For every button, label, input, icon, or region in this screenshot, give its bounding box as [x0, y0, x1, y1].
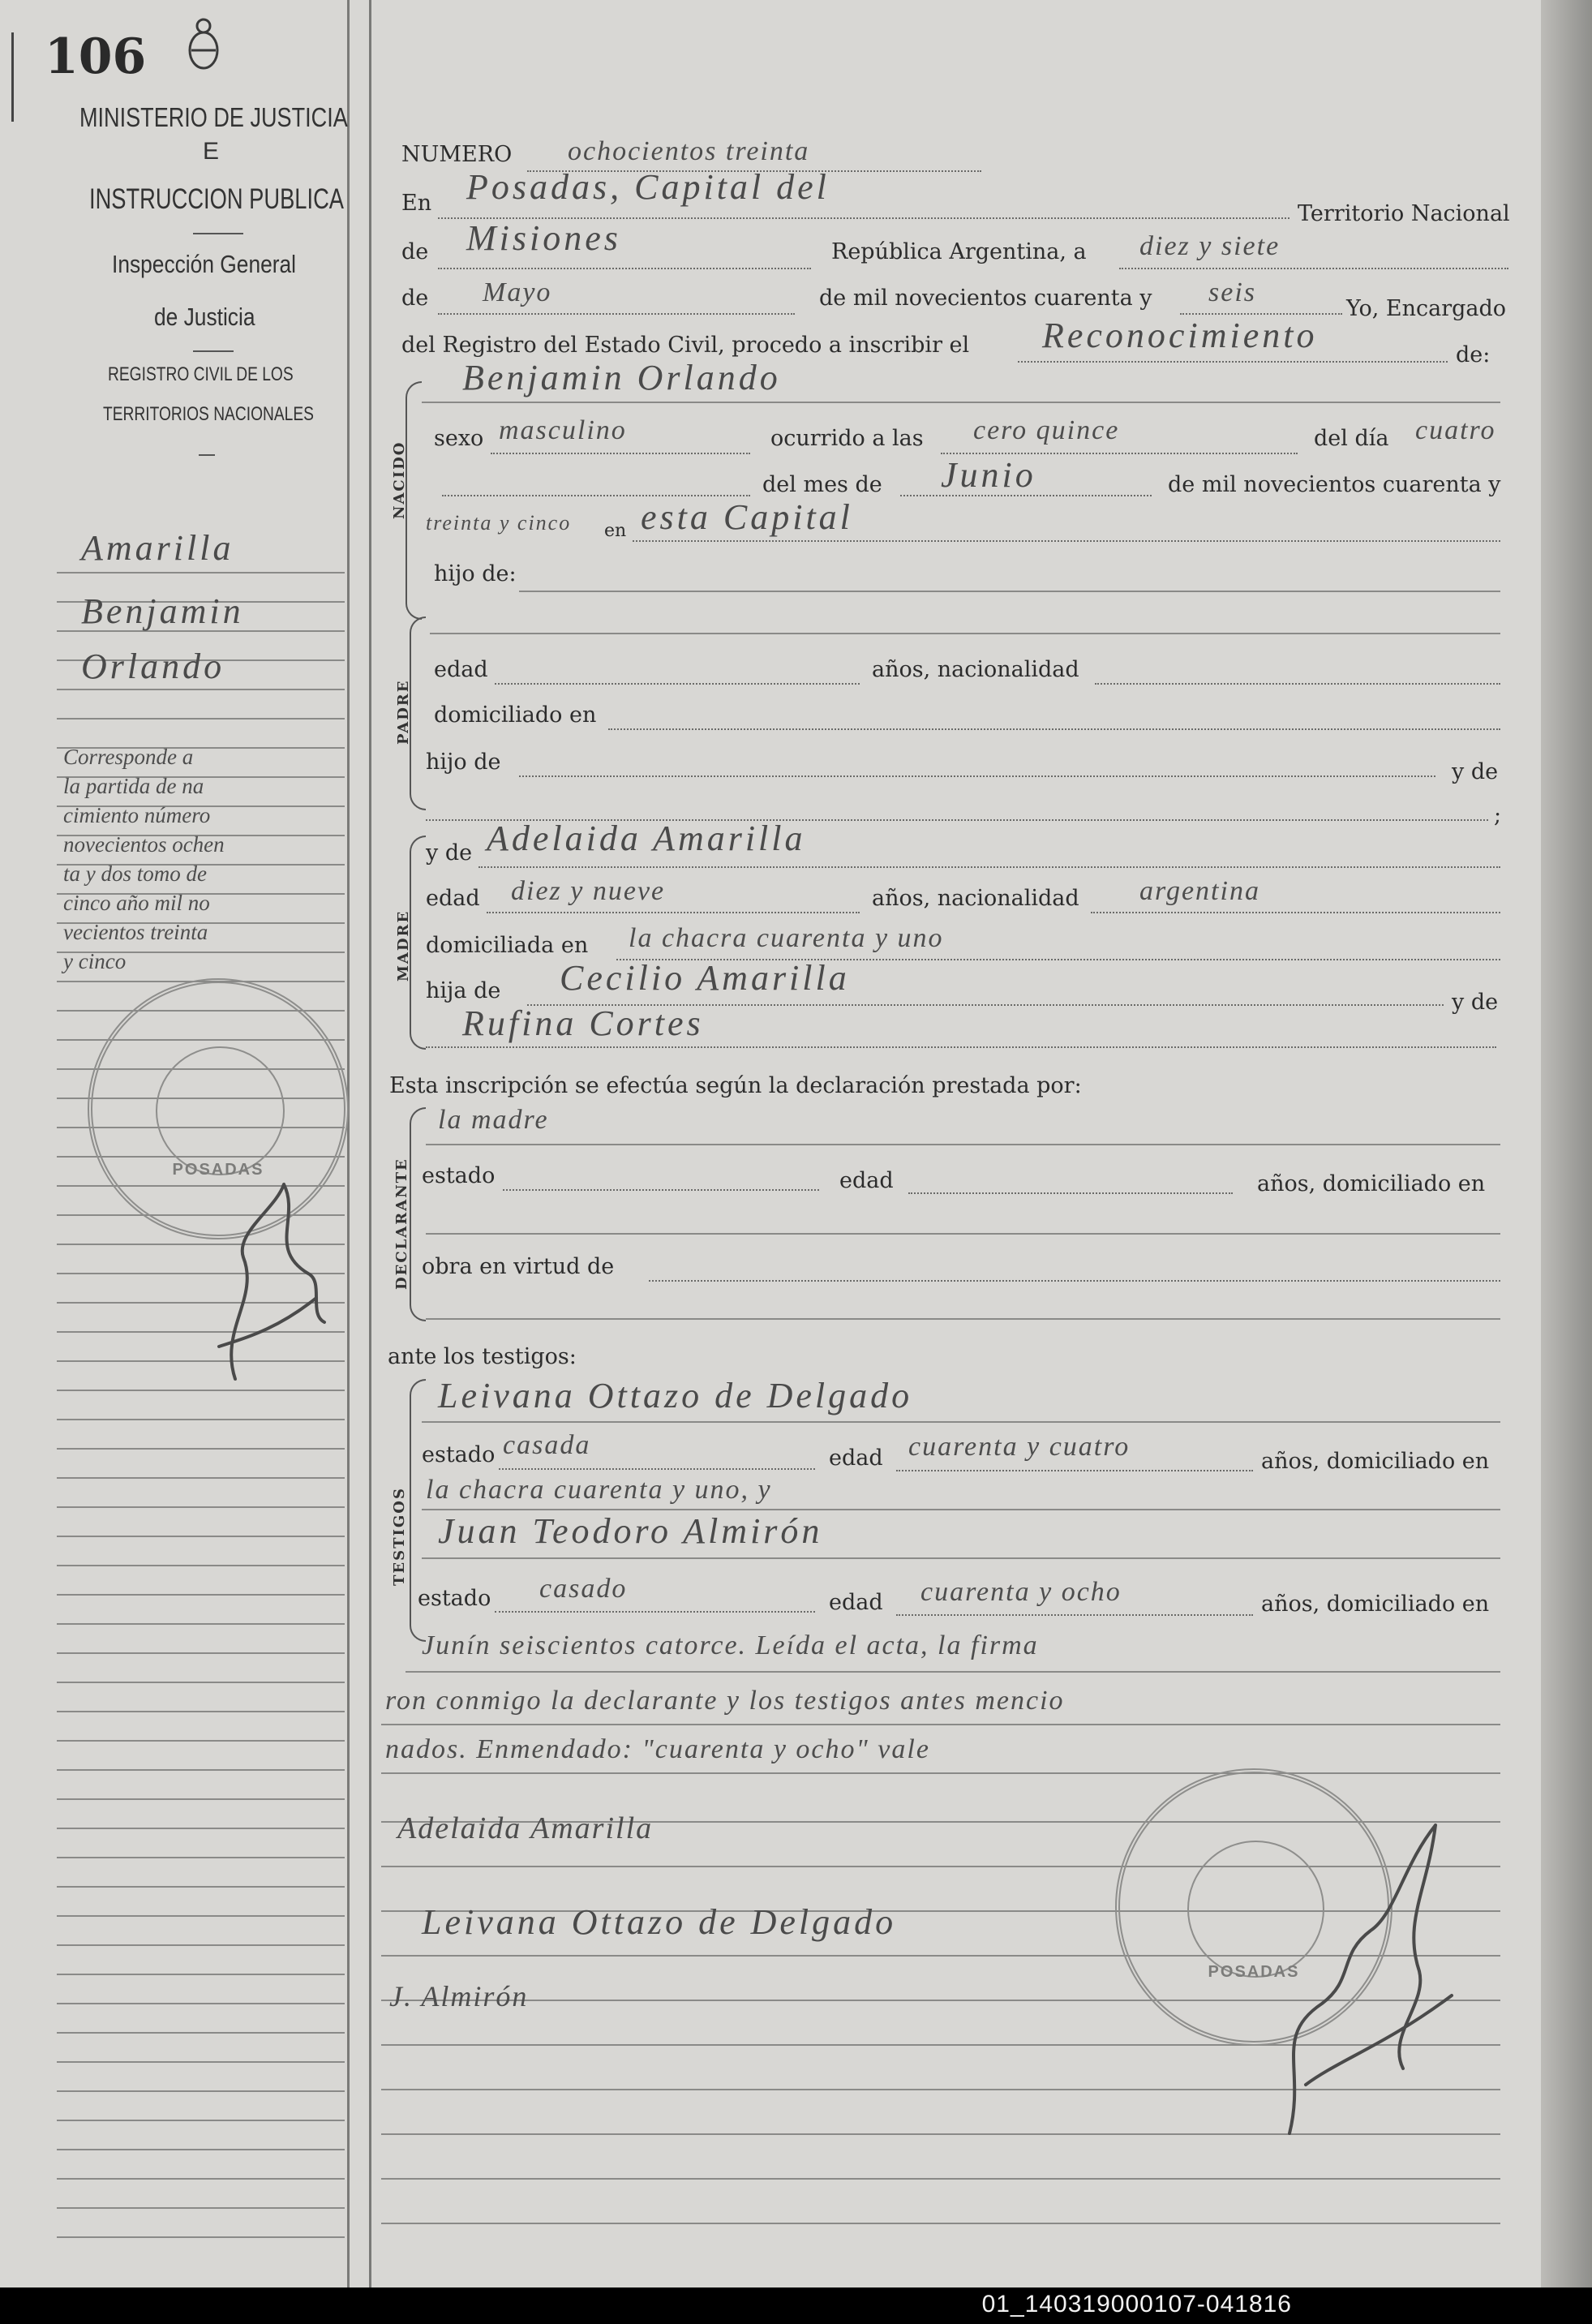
declarante-intro: Esta inscripción se efectúa según la declaración prestada por:: [389, 1073, 1082, 1098]
margin-note-line: cinco año mil no: [63, 891, 210, 915]
mes-value-nacido: Junio: [941, 455, 1036, 495]
en-value: Posadas, Capital del: [466, 167, 830, 207]
margin-ruled-line: [57, 1536, 345, 1537]
padre-domicilio-label: domiciliado en: [434, 702, 597, 728]
padre-semicolon: ;: [1494, 803, 1502, 828]
anio-value: seis: [1208, 277, 1256, 307]
acto-value: Reconocimiento: [1042, 316, 1318, 355]
margin-ruled-line: [57, 1944, 345, 1946]
margin-ruled-line: [57, 718, 345, 720]
registry-line2: TERRITORIOS NACIONALES: [103, 403, 314, 425]
acto-line: [1018, 361, 1448, 363]
hijo-line: [519, 591, 1500, 592]
madre-padre-value: Cecilio Amarilla: [560, 958, 850, 998]
testigo1-value: Leivana Ottazo de Delgado: [438, 1376, 913, 1415]
numero-label: NUMERO: [401, 142, 513, 167]
margin-ruled-line: [57, 2178, 345, 2180]
margin-ruled-line: [57, 2032, 345, 2034]
nacido-section-label: NACIDO: [391, 440, 408, 519]
declarante-line2: [426, 1233, 1500, 1235]
declarante-brace: [410, 1107, 426, 1321]
del-dia-label: del día: [1314, 426, 1389, 451]
padre-nacionalidad-line: [1095, 683, 1500, 685]
signature-testigo2: J. Almirón: [389, 1980, 529, 2013]
registry-line1: REGISTRO CIVIL DE LOS: [108, 363, 294, 385]
testigo1-estado-label: estado: [422, 1442, 496, 1467]
madre-nacionalidad-value: argentina: [1139, 876, 1260, 906]
testigo1-line: [422, 1421, 1500, 1423]
signature-ruled-line: [381, 2178, 1500, 2180]
sexo-value: masculino: [499, 415, 627, 445]
image-id-bar: [0, 2287, 1592, 2324]
margin-ruled-line: [57, 1974, 345, 1975]
margin-signature-flourish: [187, 1136, 349, 1395]
margin-ruled-line: [57, 1857, 345, 1858]
signature-ruled-line: [381, 2223, 1500, 2224]
binding-mark: [11, 32, 14, 122]
testigos-intro: ante los testigos:: [388, 1344, 577, 1369]
ocurrido-label: ocurrido a las: [770, 426, 924, 451]
testigo1-anios-label: años, domiciliado en: [1261, 1449, 1490, 1474]
declarante-line1: [426, 1144, 1500, 1145]
margin-note-line: Corresponde a: [63, 745, 194, 769]
hijo-line2: [430, 633, 1500, 634]
header-divider-3: [199, 454, 215, 456]
nacido-brace: [406, 381, 422, 620]
folio-number: 106: [45, 28, 147, 85]
republica-label: República Argentina, a: [831, 239, 1087, 264]
margin-ruled-line: [57, 1886, 345, 1888]
de-value: Misiones: [466, 218, 621, 258]
testigo2-value: Juan Teodoro Almirón: [438, 1511, 823, 1551]
padre-edad-label: edad: [434, 657, 488, 682]
margin-name-line2: Benjamin: [81, 591, 244, 631]
madre-brace: [410, 836, 426, 1050]
registro-label: del Registro del Estado Civil, procedo a inscribir el: [401, 333, 970, 358]
padre-hijo-line: [519, 775, 1435, 777]
testigo1-estado-line: [499, 1468, 815, 1470]
madre-edad-label: edad: [426, 886, 480, 911]
seal-left-label: POSADAS: [172, 1160, 264, 1179]
madre-madre-line: [426, 1046, 1496, 1048]
margin-ruled-line: [57, 572, 345, 573]
testigo1-edad-value: cuarenta y cuatro: [908, 1432, 1131, 1462]
margin-note-line: novecientos ochen: [63, 832, 225, 857]
hijo-label: hijo de:: [434, 561, 517, 586]
margin-note-line: vecientos treinta: [63, 920, 208, 944]
dia-value-nacido: cuatro: [1415, 415, 1496, 445]
testigo1-estado-value: casada: [503, 1430, 591, 1460]
coat-of-arms-icon: [185, 15, 222, 73]
closing-text-1: Junín seiscientos catorce. Leída el acta, la firma: [422, 1630, 1039, 1660]
padre-y-de-label: y de: [1452, 759, 1499, 784]
testigo2-anios-label: años, domiciliado en: [1261, 1592, 1490, 1617]
madre-madre-value: Rufina Cortes: [462, 1003, 704, 1043]
testigos-section-label: TESTIGOS: [391, 1487, 408, 1586]
madre-nombre-line: [478, 866, 1500, 868]
margin-ruled-line: [57, 2120, 345, 2121]
margin-ruled-line: [57, 2149, 345, 2150]
margin-ruled-line: [57, 1798, 345, 1800]
declarante-estado-line: [503, 1189, 819, 1191]
sexo-line: [491, 453, 750, 454]
hora-value: cero quince: [973, 415, 1120, 445]
madre-domicilio-label: domiciliada en: [426, 933, 589, 958]
seal-right-label: POSADAS: [1208, 1963, 1300, 1982]
margin-note-line: la partida de na: [63, 774, 204, 798]
madre-y-de-label: y de: [426, 840, 473, 866]
margin-ruled-line: [57, 1652, 345, 1654]
de-line: [438, 268, 811, 269]
testigo2-line: [422, 1557, 1500, 1559]
en-label: En: [401, 191, 432, 216]
declarante-edad-label: edad: [839, 1168, 894, 1193]
territorio-label: Territorio Nacional: [1298, 201, 1510, 226]
declarante-anios-label: años, domiciliado en: [1257, 1171, 1486, 1196]
declarante-line3: [426, 1318, 1500, 1320]
yo-label: Yo, Encargado: [1346, 296, 1507, 321]
del-mes-label: del mes de: [762, 472, 882, 497]
signature-testigo1: Leivana Ottazo de Delgado: [422, 1902, 897, 1942]
margin-note-line: cimiento número: [63, 803, 211, 827]
inscripto-line: [422, 402, 1500, 403]
madre-nacionalidad-line: [1091, 912, 1500, 913]
padre-brace: [410, 616, 426, 810]
image-id-label: 01_140319000107-041816: [981, 2291, 1292, 2318]
margin-ruled-line: [57, 1623, 345, 1625]
margin-ruled-line: [57, 1828, 345, 1829]
closing-line-3: [381, 1772, 1500, 1774]
header-divider-2: [193, 350, 234, 352]
dia-value: diez y siete: [1139, 231, 1281, 261]
lugar-line: [633, 540, 1500, 542]
margin-ruled-line: [57, 1682, 345, 1683]
dia-line: [1119, 268, 1508, 269]
padre-section-label: PADRE: [395, 679, 412, 745]
registrar-signature: [1241, 1793, 1484, 2150]
margin-ruled-line: [57, 689, 345, 690]
lugar-value: esta Capital: [641, 497, 853, 537]
main-column-border: [369, 0, 371, 2287]
de2-label: de: [401, 286, 429, 311]
madre-edad-line: [487, 912, 860, 913]
madre-hija-label: hija de: [426, 978, 501, 1003]
declarante-edad-line: [908, 1192, 1233, 1194]
padre-hijo-label: hijo de: [426, 750, 501, 775]
signature-declarante: Adelaida Amarilla: [397, 1811, 654, 1845]
margin-ruled-line: [57, 1711, 345, 1712]
numero-value: ochocientos treinta: [568, 136, 810, 166]
margin-ruled-line: [57, 2236, 345, 2238]
office-line1: Inspección General: [112, 250, 297, 278]
de3-label: de:: [1456, 342, 1491, 367]
office-line2: de Justicia: [154, 303, 255, 331]
testigo2-estado-value: casado: [539, 1574, 628, 1604]
margin-ruled-line: [57, 1477, 345, 1479]
paper-edge-shadow: [1541, 0, 1592, 2287]
testigo1-edad-line: [896, 1470, 1253, 1471]
testigo2-edad-label: edad: [829, 1590, 883, 1615]
margin-ruled-line: [57, 2003, 345, 2004]
margin-ruled-line: [57, 2090, 345, 2092]
header-divider: [193, 233, 243, 234]
margin-ruled-line: [57, 1419, 345, 1420]
de-label: de: [401, 239, 429, 264]
margin-ruled-line: [57, 1594, 345, 1596]
margin-note-line: ta y dos tomo de: [63, 861, 207, 886]
declarante-estado-label: estado: [422, 1163, 496, 1188]
closing-line-2: [381, 1724, 1500, 1725]
sexo-label: sexo: [434, 426, 484, 451]
anio-label-nacido: de mil novecientos cuarenta y: [1168, 472, 1501, 497]
mes-line: [438, 313, 795, 315]
margin-ruled-line: [57, 2207, 345, 2209]
madre-section-label: MADRE: [395, 909, 412, 982]
testigo2-estado-label: estado: [418, 1586, 491, 1611]
mes-value: Mayo: [483, 277, 552, 307]
closing-text-3: nados. Enmendado: "cuarenta y ocho" vale: [385, 1734, 930, 1764]
margin-name-line1: Amarilla: [81, 528, 234, 568]
declarante-obra-label: obra en virtud de: [422, 1254, 615, 1279]
madre-edad-value: diez y nueve: [511, 876, 666, 906]
madre-anios-label: años, nacionalidad: [872, 886, 1079, 911]
declarante-obra-line: [649, 1280, 1500, 1282]
anio-label: de mil novecientos cuarenta y: [819, 286, 1152, 311]
declarante-value: la madre: [438, 1105, 549, 1135]
margin-ruled-line: [57, 1769, 345, 1771]
margin-ruled-line: [57, 1565, 345, 1566]
testigo2-estado-line: [495, 1611, 815, 1613]
madre-nombre-value: Adelaida Amarilla: [487, 818, 806, 858]
anio-value-nacido: treinta y cinco: [426, 511, 572, 535]
testigo1-domicilio-value: la chacra cuarenta y uno, y: [426, 1475, 772, 1505]
padre-anios-label: años, nacionalidad: [872, 657, 1079, 682]
ministry-title-line2: E: [203, 138, 220, 165]
margin-ruled-line: [57, 2061, 345, 2063]
margin-name-line3: Orlando: [81, 647, 225, 686]
padre-edad-line: [495, 683, 860, 685]
margin-note-line: y cinco: [63, 949, 127, 973]
ministry-title-line1: MINISTERIO DE JUSTICIA: [79, 102, 348, 132]
ministry-title-line3: INSTRUCCION PUBLICA: [89, 183, 344, 215]
margin-ruled-line: [57, 1740, 345, 1742]
declarante-section-label: DECLARANTE: [393, 1158, 410, 1290]
testigo2-edad-value: cuarenta y ocho: [920, 1577, 1122, 1607]
margin-ruled-line: [57, 1448, 345, 1450]
inscripto-value: Benjamin Orlando: [462, 358, 781, 397]
madre-domicilio-value: la chacra cuarenta y uno: [629, 923, 944, 953]
closing-text-2: ron conmigo la declarante y los testigos antes mencio: [385, 1686, 1065, 1716]
margin-ruled-line: [57, 1506, 345, 1508]
closing-line-1: [406, 1671, 1500, 1673]
testigo1-edad-label: edad: [829, 1446, 883, 1471]
margin-ruled-line: [57, 1915, 345, 1917]
en-label-nacido: en: [604, 521, 627, 541]
madre-y-de2-label: y de: [1452, 990, 1499, 1015]
testigo2-edad-line: [896, 1614, 1253, 1616]
padre-domicilio-line: [608, 728, 1500, 730]
